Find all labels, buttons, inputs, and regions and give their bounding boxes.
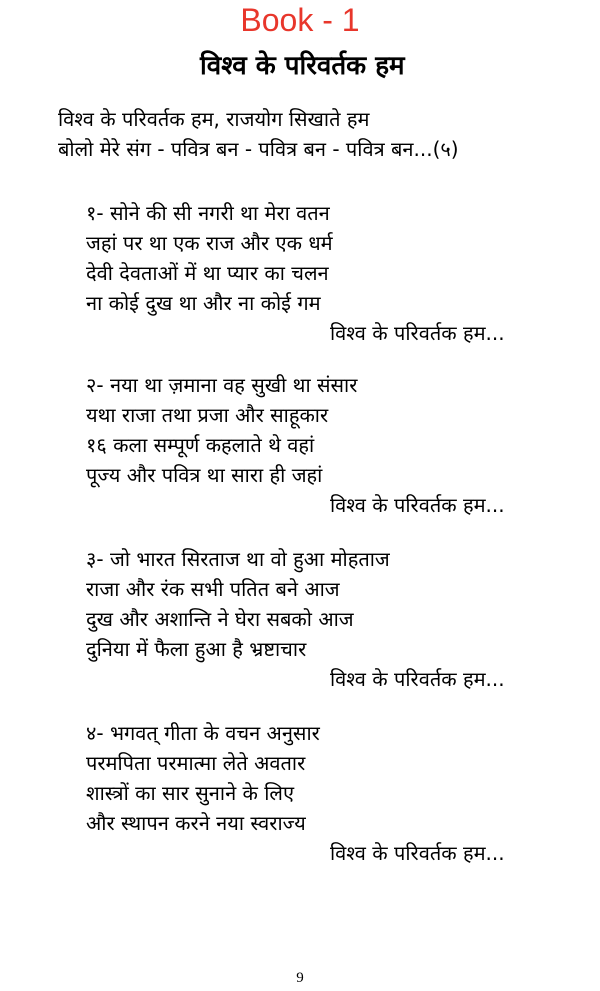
verse-1-line-1: १- सोने की सी नगरी था मेरा वतन <box>86 201 330 225</box>
verse-4-line-2: परमपिता परमात्मा लेते अवतार <box>86 751 306 775</box>
chorus-line-2: बोलो मेरे संग - पवित्र बन - पवित्र बन - पवित्र बन...(५) <box>58 137 459 161</box>
verse-3-line-1: ३- जो भारत सिरताज था वो हुआ मोहताज <box>86 547 390 571</box>
verse-2-line-4: पूज्य और पवित्र था सारा ही जहां <box>86 463 323 487</box>
verse-1-line-3: देवी देवताओं में था प्यार का चलन <box>86 261 329 285</box>
verse-3-line-3: दुख और अशान्ति ने घेरा सबको आज <box>86 607 354 631</box>
verse-4-line-3: शास्त्रों का सार सुनाने के लिए <box>86 781 295 805</box>
verse-2-line-1: २- नया था ज़माना वह सुखी था संसार <box>86 373 358 397</box>
verse-3-line-2: राजा और रंक सभी पतित बने आज <box>86 577 340 601</box>
book-label: Book - 1 <box>240 2 360 38</box>
verse-4-line-4: और स्थापन करने नया स्वराज्य <box>86 811 306 835</box>
verse-2-refrain: विश्व के परिवर्तक हम... <box>330 493 505 517</box>
verse-3-refrain: विश्व के परिवर्तक हम... <box>330 667 505 691</box>
verse-3-line-4: दुनिया में फैला हुआ है भ्रष्टाचार <box>86 637 307 661</box>
song-title: विश्व के परिवर्तक हम <box>200 51 405 81</box>
verse-1-refrain: विश्व के परिवर्तक हम... <box>330 321 505 345</box>
page-number: 9 <box>296 970 304 986</box>
verse-2-line-2: यथा राजा तथा प्रजा और साहूकार <box>86 403 329 427</box>
verse-1-line-2: जहां पर था एक राज और एक धर्म <box>86 231 333 255</box>
verse-4-refrain: विश्व के परिवर्तक हम... <box>330 841 505 865</box>
verse-4-line-1: ४- भगवत् गीता के वचन अनुसार <box>86 721 320 745</box>
verse-1-line-4: ना कोई दुख था और ना कोई गम <box>86 291 321 315</box>
chorus-line-1: विश्व के परिवर्तक हम, राजयोग सिखाते हम <box>58 107 370 131</box>
verse-2-line-3: १६ कला सम्पूर्ण कहलाते थे वहां <box>86 433 315 457</box>
